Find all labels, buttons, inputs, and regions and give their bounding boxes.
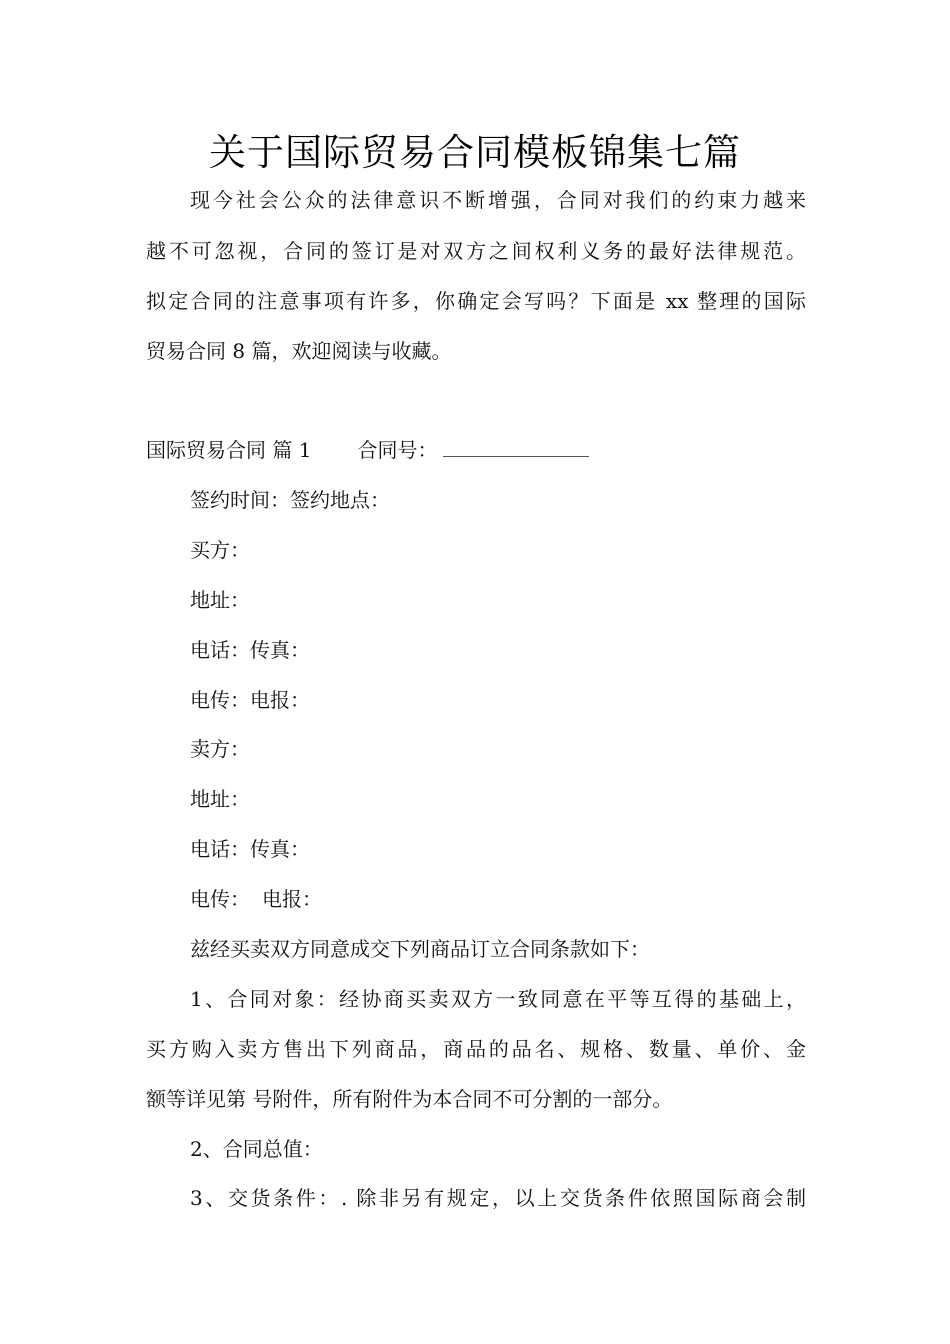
contract-no-blank — [443, 436, 589, 457]
contract-no-label: 合同号： — [357, 438, 438, 462]
document-title: 关于国际贸易合同模板锦集七篇 — [209, 131, 741, 174]
intro-line-3: 拟定合同的注意事项有许多，你确定会写吗？下面是 xx 整理的国际 — [146, 289, 806, 313]
section-heading-row — [146, 436, 589, 464]
intro-line-2: 越不可忽视，合同的签订是对双方之间权利义务的最好法律规范。 — [146, 239, 806, 263]
clause2: 2、合同总值： — [190, 1137, 323, 1161]
agreement-intro: 兹经买卖双方同意成交下列商品订立合同条款如下： — [190, 937, 650, 961]
intro-line-1: 现今社会公众的法律意识不断增强，合同对我们的约束力越来 — [190, 188, 806, 212]
buyer-label: 买方： — [190, 538, 250, 562]
seller-telex-cable-row — [190, 885, 322, 913]
seller-label: 卖方： — [190, 737, 250, 761]
seller-address: 地址： — [190, 787, 250, 811]
seller-phone-fax: 电话：传真： — [190, 837, 310, 861]
section-heading: 国际贸易合同 篇 1 — [146, 438, 312, 462]
buyer-telex-cable: 电传：电报： — [190, 688, 310, 712]
clause1-line-1: 1、合同对象：经协商买卖双方一致同意在平等互得的基础上， — [190, 987, 806, 1011]
sign-time-place: 签约时间：签约地点： — [190, 488, 390, 512]
seller-cable: 电报： — [262, 887, 322, 911]
clause3-line-1: 3、交货条件：. 除非另有规定，以上交货条件依照国际商会制 — [190, 1186, 806, 1210]
buyer-address: 地址： — [190, 588, 250, 612]
intro-line-4: 贸易合同 8 篇，欢迎阅读与收藏。 — [146, 339, 452, 363]
clause1-line-3: 额等详见第 号附件，所有附件为本合同不可分割的一部分。 — [146, 1087, 673, 1111]
seller-telex: 电传： — [190, 887, 250, 911]
buyer-phone-fax: 电话：传真： — [190, 638, 310, 662]
clause1-line-2: 买方购入卖方售出下列商品，商品的品名、规格、数量、单价、金 — [146, 1037, 806, 1061]
